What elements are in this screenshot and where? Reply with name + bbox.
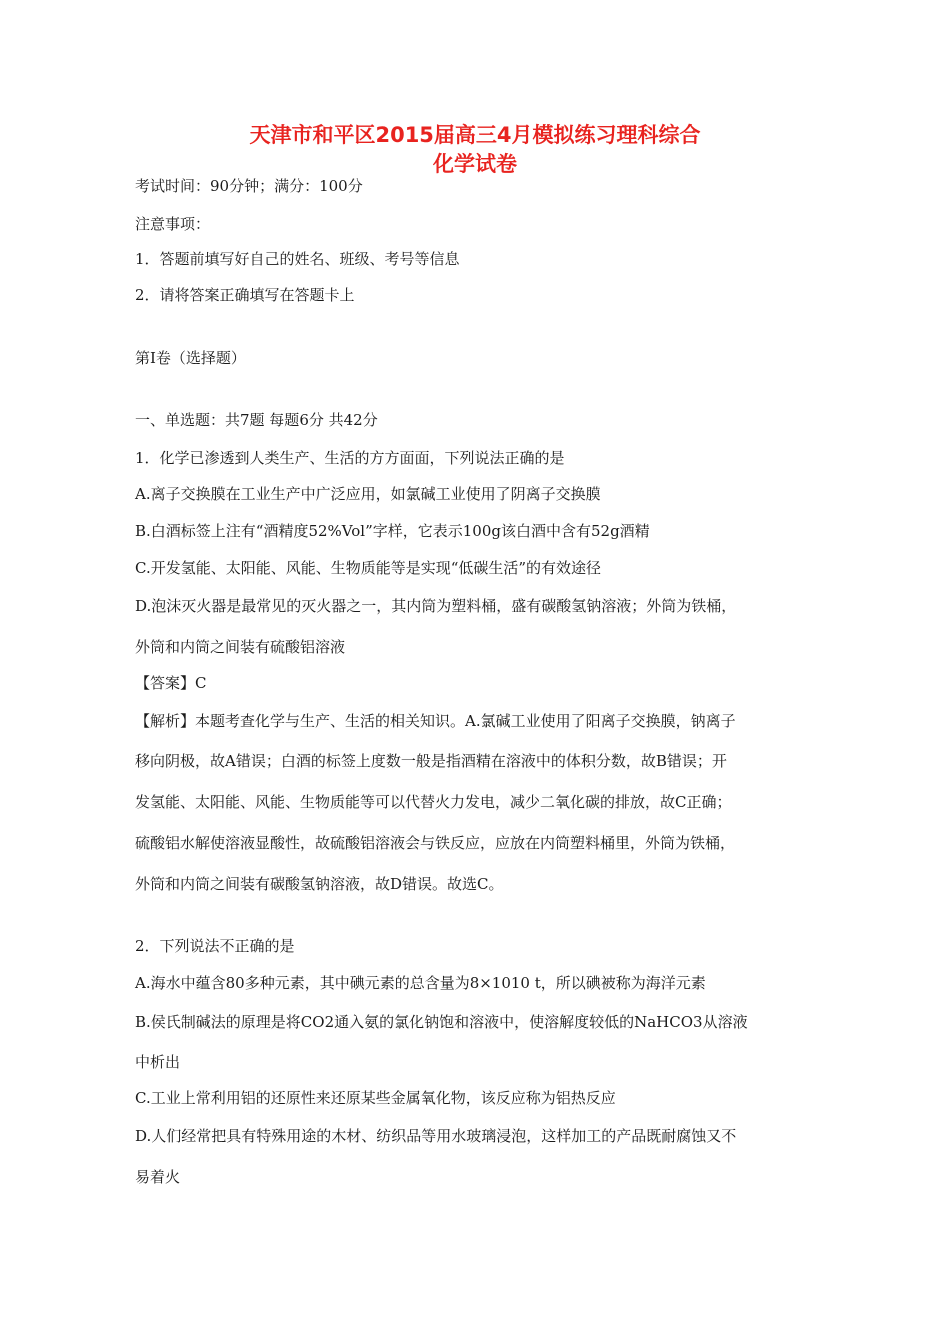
q2-stem: 2．下列说法不正确的是 [135, 937, 295, 955]
exam-info: 考试时间：90分钟；满分：100分 [135, 177, 363, 195]
part-title: 一、单选题：共7题 每题6分 共42分 [135, 411, 378, 429]
q1-option-a: A.离子交换膜在工业生产中广泛应用，如氯碱工业使用了阴离子交换膜 [135, 485, 601, 503]
q1-answer: 【答案】C [135, 674, 207, 692]
q2-option-a: A.海水中蕴含80多种元素，其中碘元素的总含量为8×1010 t，所以碘被称为海洋元素 [135, 974, 706, 992]
q1-analysis-line3: 发氢能、太阳能、风能、生物质能等可以代替火力发电，减少二氧化碳的排放，故C正确； [135, 793, 732, 811]
q2-option-c: C.工业上常利用铝的还原性来还原某些金属氧化物，该反应称为铝热反应 [135, 1089, 616, 1107]
q1-analysis-line5: 外筒和内筒之间装有碳酸氢钠溶液，故D错误。故选C。 [135, 875, 504, 893]
q1-analysis-line1: 【解析】本题考查化学与生产、生活的相关知识。A.氯碱工业使用了阳离子交换膜，钠离子 [135, 712, 736, 730]
q2-option-b-line2: 中析出 [135, 1053, 181, 1071]
volume-title: 第I卷（选择题） [135, 349, 246, 367]
q2-option-b-line1: B.侯氏制碱法的原理是将CO2通入氨的氯化钠饱和溶液中，使溶解度较低的NaHCO3从溶液 [135, 1013, 748, 1031]
q1-option-b: B.白酒标签上注有“酒精度52%Vol”字样，它表示100g该白酒中含有52g酒精 [135, 522, 650, 540]
q2-option-d-line2: 易着火 [135, 1168, 181, 1186]
notice-item-2: 2．请将答案正确填写在答题卡上 [135, 286, 355, 304]
q1-stem: 1．化学已渗透到人类生产、生活的方方面面，下列说法正确的是 [135, 449, 565, 467]
q1-analysis-line2: 移向阴极，故A错误；白酒的标签上度数一般是指酒精在溶液中的体积分数，故B错误；开 [135, 752, 727, 770]
notice-title: 注意事项： [135, 215, 211, 233]
q1-analysis-line4: 硫酸铝水解使溶液显酸性，故硫酸铝溶液会与铁反应，应放在内筒塑料桶里，外筒为铁桶， [135, 834, 736, 852]
q1-option-d-line2: 外筒和内筒之间装有硫酸铝溶液 [135, 638, 346, 656]
q1-option-d-line1: D.泡沫灭火器是最常见的灭火器之一，其内筒为塑料桶，盛有碳酸氢钠溶液；外筒为铁桶， [135, 597, 737, 615]
page-title: 天津市和平区2015届高三4月模拟练习理科综合 [249, 123, 701, 147]
notice-item-1: 1．答题前填写好自己的姓名、班级、考号等信息 [135, 250, 460, 268]
q2-option-d-line1: D.人们经常把具有特殊用途的木材、纺织品等用水玻璃浸泡，这样加工的产品既耐腐蚀又不 [135, 1127, 737, 1145]
q1-option-c: C.开发氢能、太阳能、风能、生物质能等是实现“低碳生活”的有效途径 [135, 559, 602, 577]
page-subtitle: 化学试卷 [433, 152, 517, 176]
